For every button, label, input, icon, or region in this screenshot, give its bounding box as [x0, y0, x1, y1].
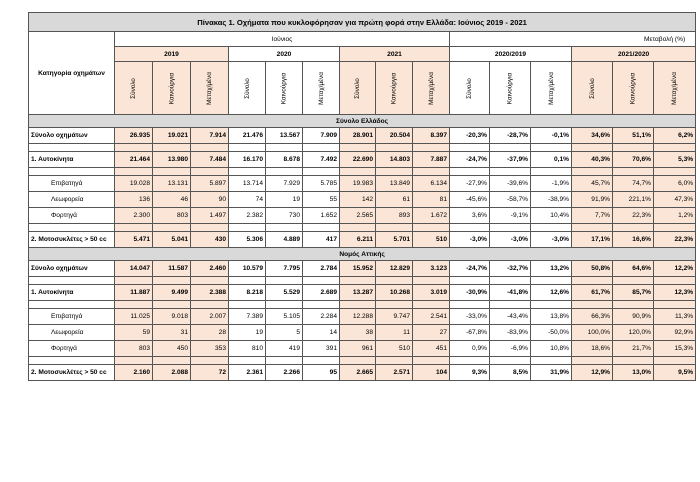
cell-value: 417: [303, 232, 340, 248]
row-label: Φορτηγά: [29, 341, 115, 357]
cell-value: 26.935: [115, 128, 153, 144]
cell-value: 61: [376, 192, 413, 208]
cell-value: 10.268: [376, 285, 413, 301]
col-header-3: [229, 62, 266, 115]
table-row: [29, 341, 696, 357]
col-header-label: Σύνολο: [129, 77, 137, 99]
cell-value: -9,1%: [490, 208, 531, 224]
cell-value: -0,1%: [531, 128, 572, 144]
cell-value: 142: [340, 192, 376, 208]
cell-value: 13.849: [376, 176, 413, 192]
col-header-0: [115, 62, 153, 115]
cell-value: -37,9%: [490, 152, 531, 168]
cell-value: 391: [303, 341, 340, 357]
cell-value: 7.389: [229, 309, 266, 325]
col-header-label: Καινούργια: [168, 72, 175, 104]
cell-value: -43,4%: [490, 309, 531, 325]
cell-value: 74: [229, 192, 266, 208]
cell-value: 18,6%: [572, 341, 613, 357]
cell-value: 2.007: [191, 309, 229, 325]
cell-value: -20,3%: [450, 128, 490, 144]
table-title: Πίνακας 1. Οχήματα που κυκλοφόρησαν για πρώτη φορά στην Ελλάδα: Ιούνιος 2019 - 2021: [29, 13, 696, 32]
cell-value: 5.701: [376, 232, 413, 248]
cell-value: 46: [153, 192, 191, 208]
col-header-10: [490, 62, 531, 115]
cell-value: 13.567: [266, 128, 303, 144]
col-header-label: Σύνολο: [243, 77, 251, 99]
cell-value: 0,1%: [531, 152, 572, 168]
cell-value: 2.460: [191, 261, 229, 277]
table-row: [29, 232, 696, 248]
cell-value: -28,7%: [490, 128, 531, 144]
row-label: 1. Αυτοκίνητα: [29, 285, 115, 301]
cell-value: 1.652: [303, 208, 340, 224]
col-header-1: [153, 62, 191, 115]
cell-value: -1,9%: [531, 176, 572, 192]
row-label: Επιβατηγά: [29, 309, 115, 325]
cell-value: 7.929: [266, 176, 303, 192]
cell-value: 5.306: [229, 232, 266, 248]
col-header-6: [340, 62, 376, 115]
row-label: Σύνολο οχημάτων: [29, 261, 115, 277]
table-row: [29, 208, 696, 224]
cell-value: 16,6%: [613, 232, 654, 248]
row-label: 1. Αυτοκίνητα: [29, 152, 115, 168]
table-row: [29, 285, 696, 301]
cell-value: 13,8%: [531, 309, 572, 325]
cell-value: 430: [191, 232, 229, 248]
year-header-2019: 2019: [115, 47, 229, 62]
cell-value: 9.747: [376, 309, 413, 325]
cell-value: 11,3%: [654, 309, 696, 325]
col-header-label: Σύνολο: [465, 77, 473, 99]
cell-value: -45,6%: [450, 192, 490, 208]
cell-value: -24,7%: [450, 261, 490, 277]
cell-value: 50,8%: [572, 261, 613, 277]
cell-value: 66,3%: [572, 309, 613, 325]
cell-value: 11.587: [153, 261, 191, 277]
month-header: Ιούνιος: [115, 32, 450, 47]
table-row: [29, 192, 696, 208]
cell-value: 803: [153, 208, 191, 224]
cell-value: 40,3%: [572, 152, 613, 168]
cell-value: 7.909: [303, 128, 340, 144]
cell-value: 5.529: [266, 285, 303, 301]
col-header-label: Σύνολο: [353, 77, 361, 99]
cell-value: 3.019: [413, 285, 450, 301]
cell-value: 3.123: [413, 261, 450, 277]
cell-value: -3,0%: [450, 232, 490, 248]
cell-value: 21.476: [229, 128, 266, 144]
cell-value: 3,6%: [450, 208, 490, 224]
cell-value: 12,3%: [654, 285, 696, 301]
cell-value: 51,1%: [613, 128, 654, 144]
cell-value: 9,3%: [450, 365, 490, 381]
period-header-2020-2019: 2020/2019: [450, 47, 572, 62]
col-header-label: Καινούργια: [390, 72, 398, 104]
cell-value: 104: [413, 365, 450, 381]
col-header-label: Μεταχ/μένα: [205, 71, 213, 105]
spacer-row: [29, 277, 696, 285]
cell-value: 2.266: [266, 365, 303, 381]
row-label: Σύνολο οχημάτων: [29, 128, 115, 144]
cell-value: 893: [376, 208, 413, 224]
cell-value: 31,9%: [531, 365, 572, 381]
cell-value: 2.665: [340, 365, 376, 381]
cell-value: 90: [191, 192, 229, 208]
cell-value: 61,7%: [572, 285, 613, 301]
cell-value: 7,7%: [572, 208, 613, 224]
cell-value: 22,3%: [613, 208, 654, 224]
section-header-row: [29, 248, 696, 261]
cell-value: 13.287: [340, 285, 376, 301]
cell-value: 6.211: [340, 232, 376, 248]
col-header-label: Καινούργια: [629, 72, 637, 104]
cell-value: 803: [115, 341, 153, 357]
col-header-label: Μεταχ/μένα: [317, 71, 325, 105]
year-header-2020: 2020: [229, 47, 340, 62]
cell-value: -58,7%: [490, 192, 531, 208]
cell-value: 6.134: [413, 176, 450, 192]
col-header-9: [450, 62, 490, 115]
cell-value: 91,9%: [572, 192, 613, 208]
cell-value: 0,9%: [450, 341, 490, 357]
cell-value: -38,9%: [531, 192, 572, 208]
table-row: [29, 325, 696, 341]
cell-value: 12.829: [376, 261, 413, 277]
col-header-label: Σύνολο: [588, 77, 596, 99]
cell-value: 450: [153, 341, 191, 357]
cell-value: -27,9%: [450, 176, 490, 192]
cell-value: 10,4%: [531, 208, 572, 224]
cell-value: 2.160: [115, 365, 153, 381]
col-header-2: [191, 62, 229, 115]
cell-value: 95: [303, 365, 340, 381]
cell-value: 7.492: [303, 152, 340, 168]
cell-value: 419: [266, 341, 303, 357]
cell-value: 55: [303, 192, 340, 208]
cell-value: 100,0%: [572, 325, 613, 341]
vehicle-registration-table: [28, 12, 696, 381]
cell-value: 19.028: [115, 176, 153, 192]
cell-value: 5.105: [266, 309, 303, 325]
row-label: 2. Μοτοσυκλέτες > 50 cc: [29, 365, 115, 381]
cell-value: 961: [340, 341, 376, 357]
cell-value: 221,1%: [613, 192, 654, 208]
cell-value: 2.571: [376, 365, 413, 381]
cell-value: 8.678: [266, 152, 303, 168]
cell-value: 810: [229, 341, 266, 357]
cell-value: 451: [413, 341, 450, 357]
col-header-label: Καινούργια: [506, 72, 514, 104]
cell-value: -3,0%: [490, 232, 531, 248]
cell-value: 19: [266, 192, 303, 208]
table-row: [29, 261, 696, 277]
cell-value: 1.672: [413, 208, 450, 224]
cell-value: 8,5%: [490, 365, 531, 381]
cell-value: 47,3%: [654, 192, 696, 208]
cell-value: 510: [376, 341, 413, 357]
cell-value: 6,0%: [654, 176, 696, 192]
cell-value: 8.397: [413, 128, 450, 144]
cell-value: 7.795: [266, 261, 303, 277]
cell-value: 64,6%: [613, 261, 654, 277]
col-header-11: [531, 62, 572, 115]
cell-value: 10,8%: [531, 341, 572, 357]
cell-value: 120,0%: [613, 325, 654, 341]
cell-value: 81: [413, 192, 450, 208]
cell-value: 11.025: [115, 309, 153, 325]
cell-value: -32,7%: [490, 261, 531, 277]
cell-value: 11.887: [115, 285, 153, 301]
cell-value: 5.785: [303, 176, 340, 192]
cell-value: 20.504: [376, 128, 413, 144]
cell-value: 730: [266, 208, 303, 224]
cell-value: 2.300: [115, 208, 153, 224]
cell-value: 2.784: [303, 261, 340, 277]
cell-value: 74,7%: [613, 176, 654, 192]
cell-value: 92,9%: [654, 325, 696, 341]
cell-value: 5.041: [153, 232, 191, 248]
cell-value: 85,7%: [613, 285, 654, 301]
cell-value: 5.897: [191, 176, 229, 192]
table-row: [29, 309, 696, 325]
cell-value: 28.901: [340, 128, 376, 144]
cell-value: 9.499: [153, 285, 191, 301]
col-header-label: Μεταχ/μένα: [547, 71, 555, 105]
cell-value: 7.914: [191, 128, 229, 144]
cell-value: 90,9%: [613, 309, 654, 325]
cell-value: 2.541: [413, 309, 450, 325]
cell-value: 7.887: [413, 152, 450, 168]
cell-value: -39,6%: [490, 176, 531, 192]
cell-value: 5: [266, 325, 303, 341]
col-header-5: [303, 62, 340, 115]
table-row: [29, 128, 696, 144]
row-label: Λεωφορεία: [29, 325, 115, 341]
cell-value: -6,9%: [490, 341, 531, 357]
cell-value: 59: [115, 325, 153, 341]
cell-value: 19.021: [153, 128, 191, 144]
cell-value: -30,9%: [450, 285, 490, 301]
cell-value: 2.382: [229, 208, 266, 224]
cell-value: 353: [191, 341, 229, 357]
cell-value: 21.464: [115, 152, 153, 168]
section-title: Σύνολο Ελλάδος: [29, 115, 696, 128]
cell-value: -3,0%: [531, 232, 572, 248]
category-header: Κατηγορία οχημάτων: [29, 32, 115, 115]
spacer-row: [29, 301, 696, 309]
cell-value: 12,2%: [654, 261, 696, 277]
cell-value: 16.170: [229, 152, 266, 168]
cell-value: 12,6%: [531, 285, 572, 301]
cell-value: 9,5%: [654, 365, 696, 381]
cell-value: 14: [303, 325, 340, 341]
cell-value: 70,6%: [613, 152, 654, 168]
cell-value: 19: [229, 325, 266, 341]
cell-value: 1.497: [191, 208, 229, 224]
cell-value: 2.689: [303, 285, 340, 301]
cell-value: 31: [153, 325, 191, 341]
cell-value: 12,9%: [572, 365, 613, 381]
cell-value: 1,2%: [654, 208, 696, 224]
cell-value: 15.952: [340, 261, 376, 277]
cell-value: 22,3%: [654, 232, 696, 248]
section-header-row: [29, 115, 696, 128]
cell-value: 13,0%: [613, 365, 654, 381]
col-header-label: Καινούργια: [280, 72, 288, 104]
col-header-label: Μεταχ/μένα: [427, 71, 435, 105]
cell-value: 14.047: [115, 261, 153, 277]
cell-value: 19.983: [340, 176, 376, 192]
table-row: [29, 152, 696, 168]
cell-value: 72: [191, 365, 229, 381]
col-header-4: [266, 62, 303, 115]
year-header-2021: 2021: [340, 47, 450, 62]
spacer-row: [29, 144, 696, 152]
table-row: [29, 176, 696, 192]
cell-value: 2.388: [191, 285, 229, 301]
cell-value: 15,3%: [654, 341, 696, 357]
cell-value: -83,9%: [490, 325, 531, 341]
cell-value: 2.088: [153, 365, 191, 381]
period-header-2021-2020: 2021/2020: [572, 47, 696, 62]
cell-value: 2.361: [229, 365, 266, 381]
row-label: Λεωφορεία: [29, 192, 115, 208]
col-header-13: [613, 62, 654, 115]
cell-value: 10.579: [229, 261, 266, 277]
cell-value: 38: [340, 325, 376, 341]
cell-value: 4.889: [266, 232, 303, 248]
col-header-7: [376, 62, 413, 115]
section-title: Νομός Αττικής: [29, 248, 696, 261]
cell-value: 510: [413, 232, 450, 248]
vehicle-registration-table-container: [28, 12, 694, 381]
cell-value: 5.471: [115, 232, 153, 248]
row-label: Φορτηγά: [29, 208, 115, 224]
cell-value: -67,8%: [450, 325, 490, 341]
cell-value: 9.018: [153, 309, 191, 325]
cell-value: 34,6%: [572, 128, 613, 144]
cell-value: 12.288: [340, 309, 376, 325]
cell-value: 7.484: [191, 152, 229, 168]
cell-value: 2.565: [340, 208, 376, 224]
cell-value: 17,1%: [572, 232, 613, 248]
change-header: Μεταβολή (%): [450, 32, 696, 47]
cell-value: 13,2%: [531, 261, 572, 277]
spacer-row: [29, 224, 696, 232]
spacer-row: [29, 357, 696, 365]
col-header-12: [572, 62, 613, 115]
row-label: 2. Μοτοσυκλέτες > 50 cc: [29, 232, 115, 248]
cell-value: -33,0%: [450, 309, 490, 325]
cell-value: 6,2%: [654, 128, 696, 144]
cell-value: 45,7%: [572, 176, 613, 192]
cell-value: 27: [413, 325, 450, 341]
cell-value: 28: [191, 325, 229, 341]
col-header-14: [654, 62, 696, 115]
table-row: [29, 365, 696, 381]
cell-value: 13.131: [153, 176, 191, 192]
cell-value: 13.714: [229, 176, 266, 192]
cell-value: -41,8%: [490, 285, 531, 301]
cell-value: 13.980: [153, 152, 191, 168]
col-header-8: [413, 62, 450, 115]
col-header-label: Μεταχ/μένα: [671, 71, 679, 105]
cell-value: 11: [376, 325, 413, 341]
cell-value: 21,7%: [613, 341, 654, 357]
cell-value: 5,3%: [654, 152, 696, 168]
cell-value: -24,7%: [450, 152, 490, 168]
cell-value: 136: [115, 192, 153, 208]
cell-value: 22.690: [340, 152, 376, 168]
cell-value: 2.284: [303, 309, 340, 325]
spacer-row: [29, 168, 696, 176]
row-label: Επιβατηγά: [29, 176, 115, 192]
cell-value: 8.218: [229, 285, 266, 301]
cell-value: -50,0%: [531, 325, 572, 341]
cell-value: 14.803: [376, 152, 413, 168]
